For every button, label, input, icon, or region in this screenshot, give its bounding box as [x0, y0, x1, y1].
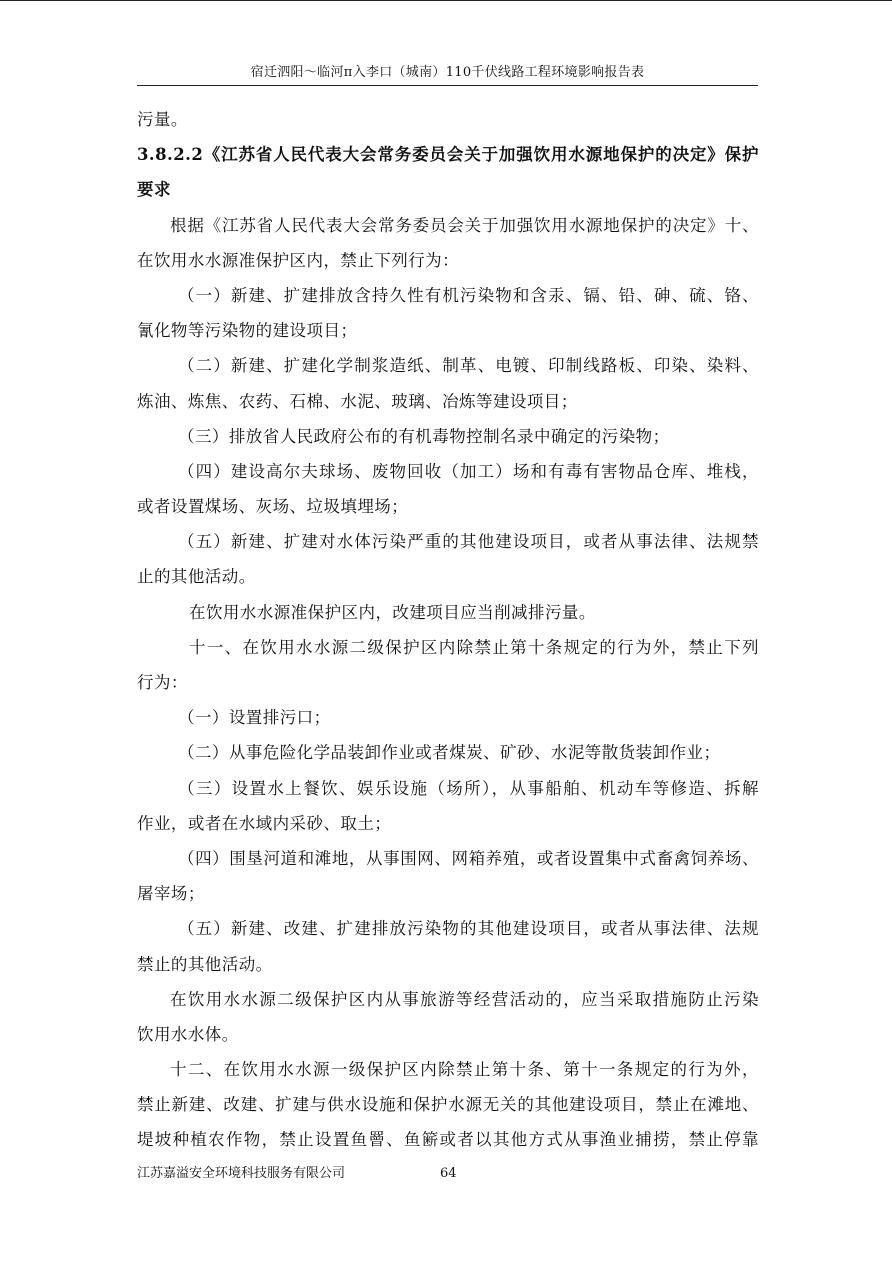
page-number: 64 [440, 1166, 457, 1181]
list-item-line: 氰化物等污染物的建设项目； [137, 321, 358, 341]
list-item-line: （三）设置水上餐饮、娱乐设施（场所），从事船舶、机动车等修造、拆解 [178, 778, 759, 798]
footer-company: 江苏嘉溢安全环境科技服务有限公司 [137, 1166, 346, 1181]
list-item-line: 炼油、炼焦、农药、石棉、水泥、玻璃、冶炼等建设项目； [137, 391, 578, 411]
paragraph-line: 在饮用水水源准保护区内，改建项目应当削减排污量。 [189, 602, 596, 622]
list-item-line: （二）新建、扩建化学制浆造纸、制革、电镀、印制线路板、印染、染料、 [178, 356, 759, 376]
paragraph-line: 十二、在饮用水水源一级保护区内除禁止第十条、第十一条规定的行为外， [170, 1060, 759, 1080]
list-item-line: （二）从事危险化学品装卸作业或者煤炭、矿砂、水泥等散货装卸作业； [178, 743, 721, 763]
list-item-line: 屠宰场； [137, 884, 205, 904]
list-item-line: （五）新建、扩建对水体污染严重的其他建设项目，或者从事法律、法规禁 [178, 532, 759, 552]
paragraph-line: 行为： [137, 673, 188, 692]
section-heading-continued: 要求 [137, 180, 171, 200]
list-item-line: （一）新建、扩建排放含持久性有机污染物和含汞、镉、铅、砷、硫、铬、 [178, 285, 759, 305]
list-item-line: 或者设置煤场、灰场、垃圾填埋场； [137, 497, 409, 517]
list-item-line: （五）新建、改建、扩建排放污染物的其他建设项目，或者从事法律、法规 [178, 919, 759, 939]
paragraph-line: 十一、在饮用水水源二级保护区内除禁止第十条规定的行为外，禁止下列 [189, 637, 759, 657]
list-item-line: （四）围垦河道和滩地，从事围网、网箱养殖，或者设置集中式畜禽饲养场、 [178, 848, 759, 868]
paragraph-line: 堤坡种植农作物，禁止设置鱼罾、鱼簖或者以其他方式从事渔业捕捞，禁止停靠 [137, 1130, 759, 1150]
document-body [137, 102, 759, 1158]
paragraph-line: 饮用水水体。 [137, 1024, 239, 1044]
running-header: 宿迁泗阳～临河π入李口（城南）110千伏线路工程环境影响报告表 [137, 63, 758, 86]
list-item-line: 禁止的其他活动。 [137, 954, 273, 974]
paragraph-line: 根据《江苏省人民代表大会常务委员会关于加强饮用水源地保护的决定》十、 [170, 215, 759, 235]
list-item-line: （三）排放省人民政府公布的有机毒物控制名录中确定的污染物； [178, 426, 670, 446]
paragraph-line: 在饮用水水源准保护区内，禁止下列行为： [137, 250, 460, 270]
page-footer [137, 1164, 759, 1184]
text-line: 污量。 [137, 110, 188, 129]
paragraph-line: 禁止新建、改建、扩建与供水设施和保护水源无关的其他建设项目，禁止在滩地、 [137, 1095, 759, 1115]
list-item-line: 止的其他活动。 [137, 567, 256, 587]
section-heading: 3.8.2.2《江苏省人民代表大会常务委员会关于加强饮用水源地保护的决定》保护 [137, 145, 759, 165]
list-item-line: （一）设置排污口； [178, 708, 331, 728]
list-item-line: （四）建设高尔夫球场、废物回收（加工）场和有毒有害物品仓库、堆栈， [178, 461, 759, 481]
paragraph-line: 在饮用水水源二级保护区内从事旅游等经营活动的，应当采取措施防止污染 [170, 989, 759, 1009]
list-item-line: 作业，或者在水域内采砂、取土； [137, 813, 392, 833]
